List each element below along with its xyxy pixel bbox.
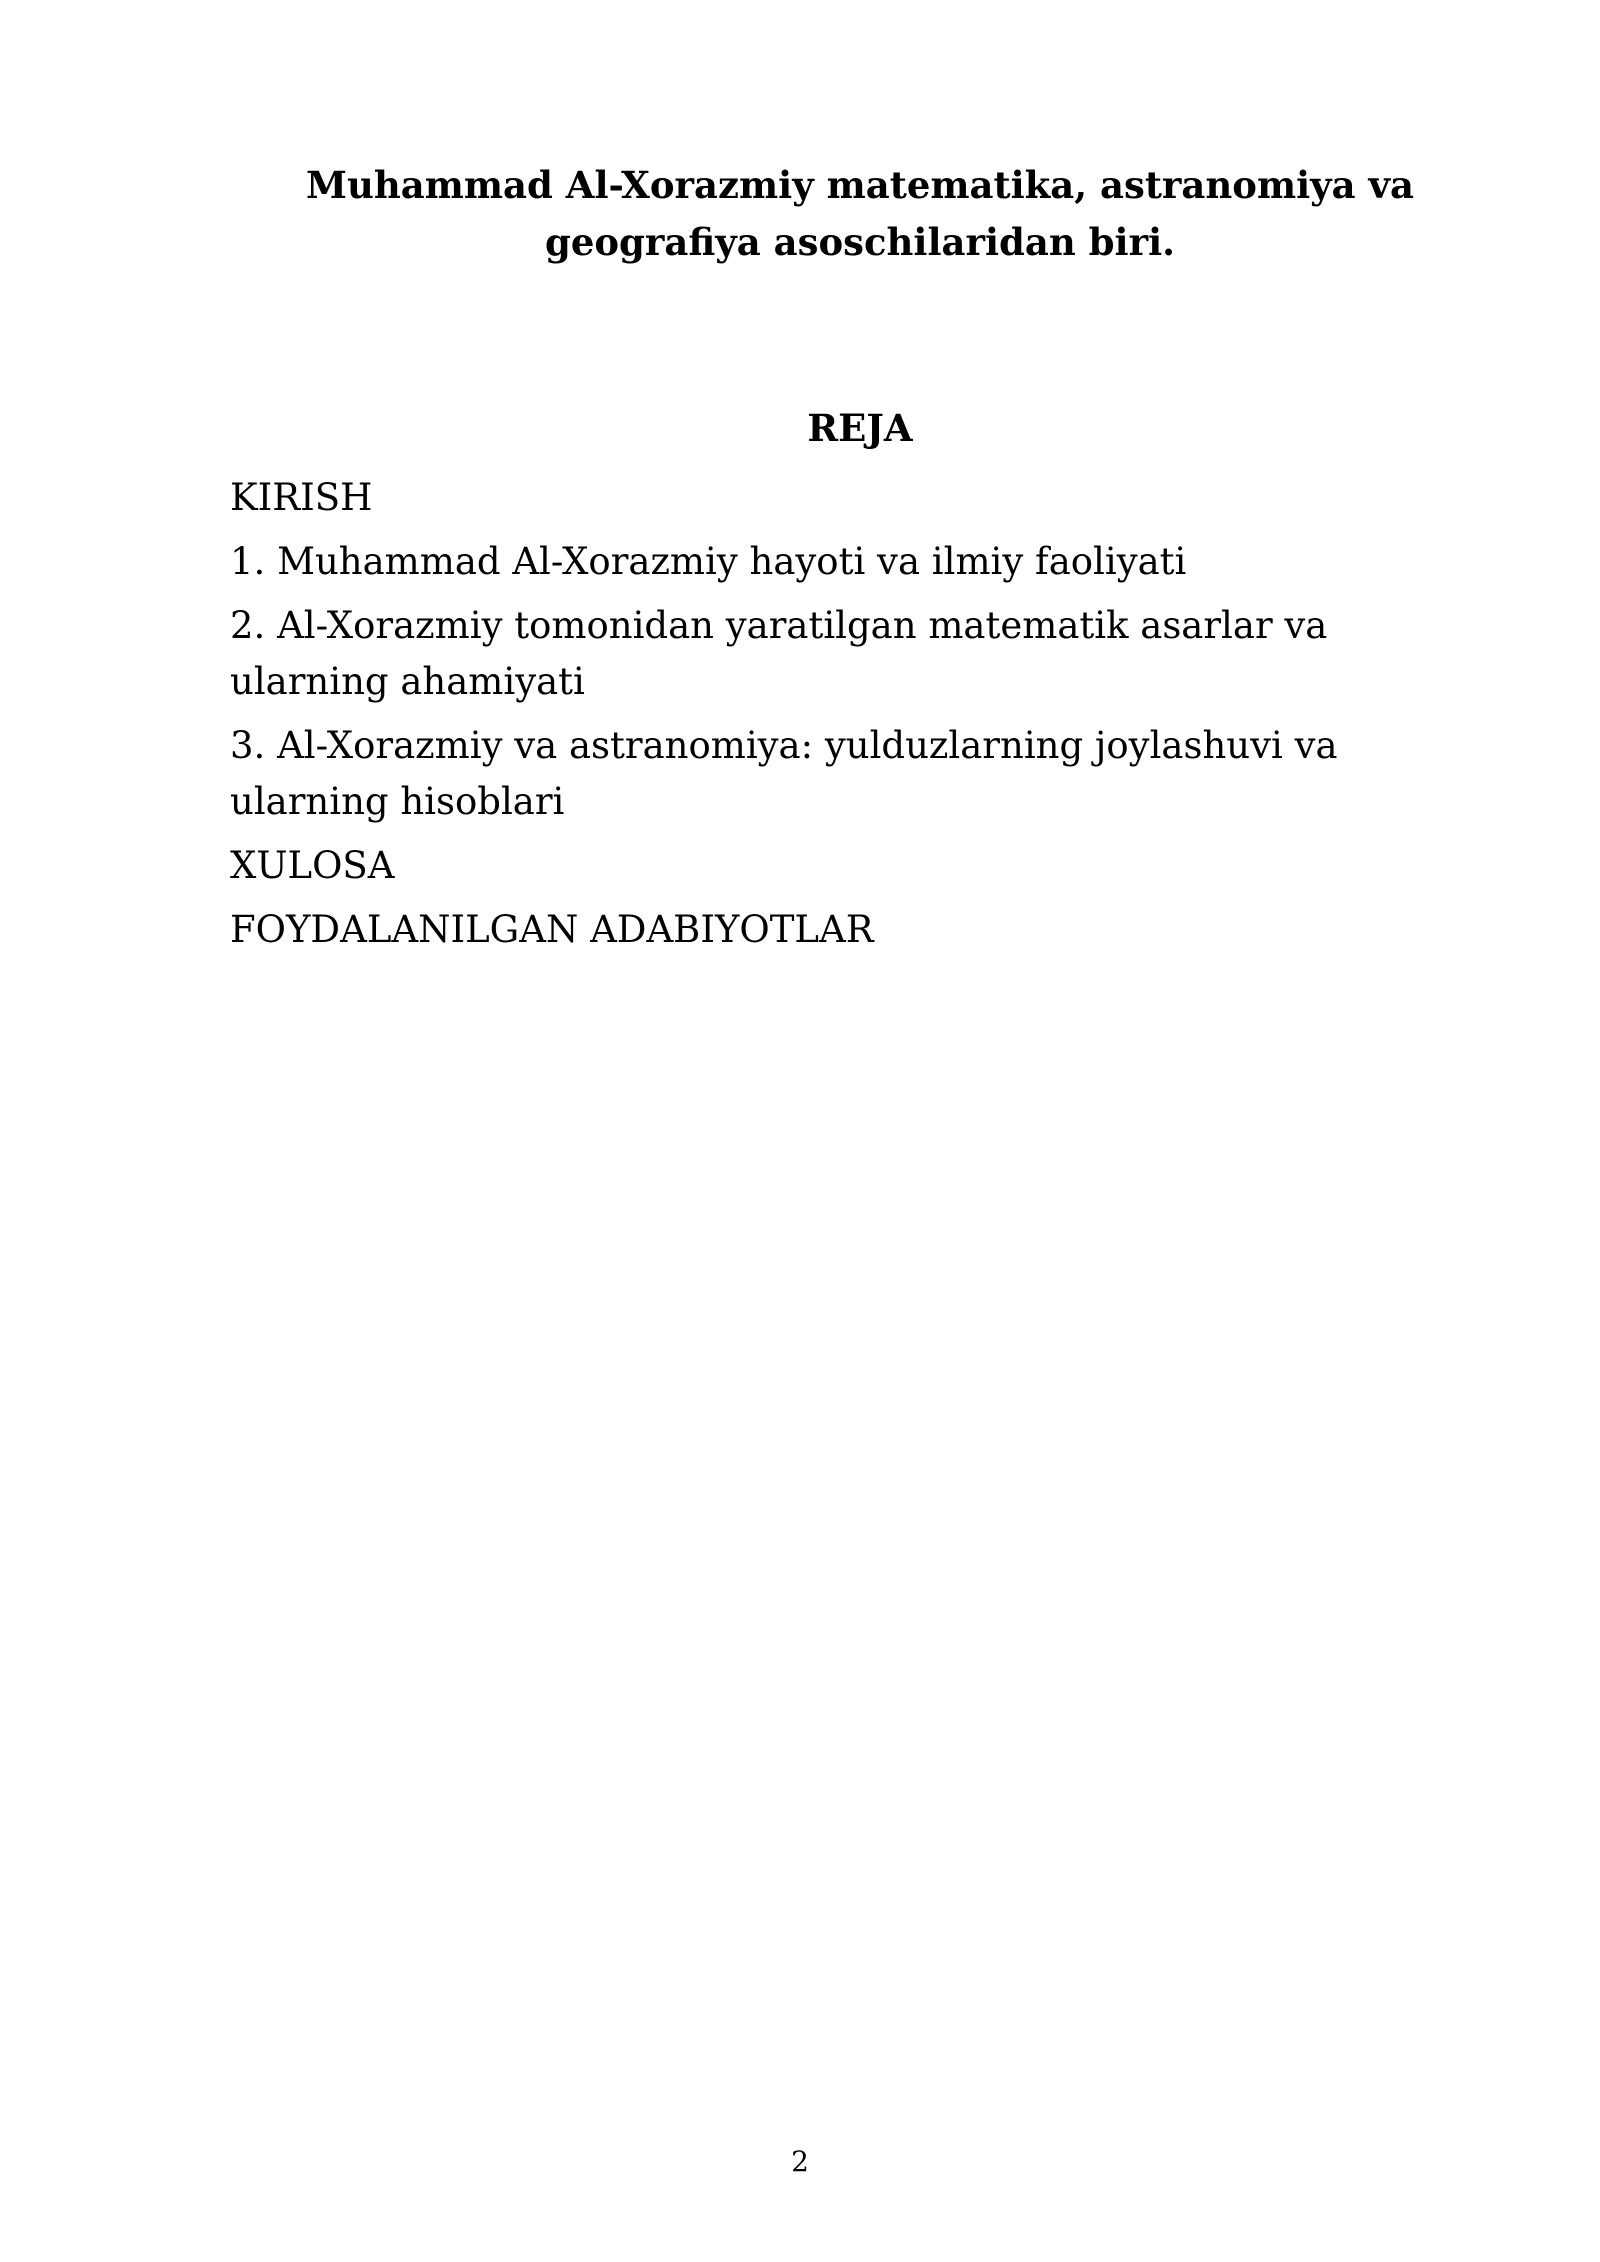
page-number: 2 (791, 2145, 809, 2178)
plan-item-1: 1. Muhammad Al-Xorazmiy hayoti va ilmiy faoliyati (230, 540, 1187, 583)
plan-item-2: 2. Al-Xorazmiy tomonidan yaratilgan matematik asarlar va ularning ahamiyati (230, 604, 1328, 703)
plan-item-conclusion: XULOSA (230, 844, 395, 887)
plan-heading: REJA (807, 406, 913, 450)
plan-item-3: 3. Al-Xorazmiy va astranomiya: yulduzlarning joylashuvi va ularning hisoblari (230, 724, 1338, 823)
document-title: Muhammad Al-Xorazmiy matematika, astranomiya va geografiya asoschilaridan biri. (305, 163, 1414, 264)
plan-list (230, 470, 1430, 966)
plan-item-references: FOYDALANILGAN ADABIYOTLAR (230, 908, 874, 951)
plan-item-introduction: KIRISH (230, 476, 373, 519)
